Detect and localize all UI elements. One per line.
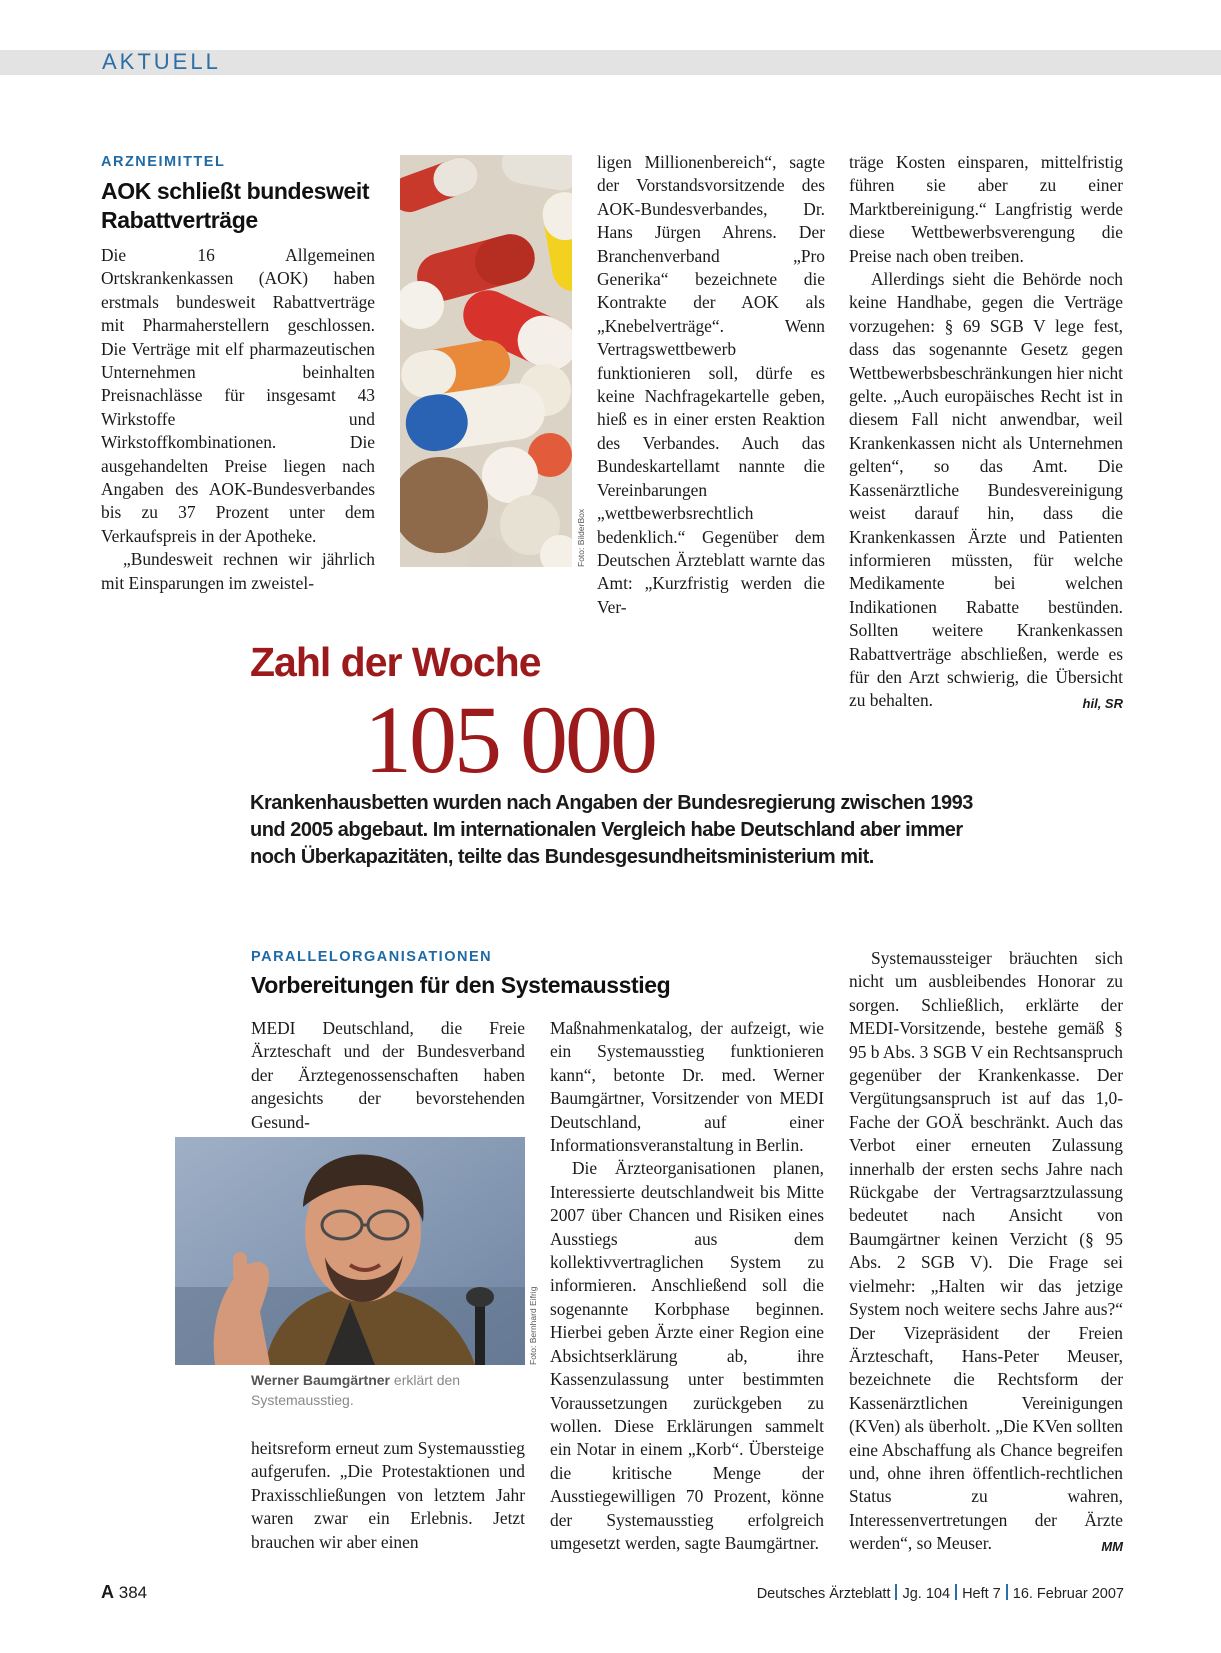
paragraph: „Bundesweit rechnen wir jährlich mit Einsparungen im zweistel-	[101, 549, 375, 593]
page-prefix: A	[101, 1582, 114, 1602]
paragraph-text: Allerdings sieht die Behörde noch keine Handhabe, gegen die Verträge vorzugehen: § 69 SGB V lege fest, dass das sogenannte Gesetz gegen Wettbewerbsbeschränkungen hier nicht gelte. „Auch europäisches Recht ist in diesem Fall nicht anwendbar, weil Krankenkassen nicht als Unternehmen gelten“, so das Amt. Die Kassenärztliche Bundesvereinigung weist darauf hin, dass die Krankenkassen Ärzte und Patienten informieren müssten, für welche Medikamente bei welchen Indikationen Rabatte bestünden. Sollten weitere Krankenkassen Rabattverträge abschließen, werde es für den Arzt schwierig, die Übersicht zu behalten.	[849, 269, 1123, 711]
number-of-week-title: Zahl der Woche	[250, 639, 541, 685]
separator	[955, 1584, 957, 1600]
article1-headline: AOK schließt bundesweit Rabattverträge	[101, 178, 370, 233]
caption-name: Werner Baumgärtner	[251, 1372, 391, 1388]
article2-column-2	[550, 1017, 824, 1555]
journal-issue: Heft 7	[962, 1586, 1001, 1602]
journal-name: Deutsches Ärzteblatt	[756, 1586, 891, 1602]
paragraph	[849, 947, 1123, 1556]
portrait-photo	[175, 1137, 525, 1365]
article2-column-1-top	[251, 1017, 525, 1134]
journal-info	[757, 1584, 1124, 1602]
number-of-week-text: Krankenhausbetten wurden nach Angaben der Bundesregierung zwischen 1993 und 2005 abgebaut. Im internationalen Vergleich habe Deutschland aber immer noch Überkapazitäten, teilte das Bundesgesundheitsministerium mit.	[250, 792, 973, 868]
paragraph: MEDI Deutschland, die Freie Ärzteschaft und der Bundesverband der Ärztegenossenschaften haben angesichts der bevorstehenden Gesund-	[251, 1018, 525, 1132]
separator	[1006, 1584, 1008, 1600]
caption-text: erklärt den Systemausstieg.	[251, 1372, 461, 1408]
article1-kicker: ARZNEIMITTEL	[101, 154, 226, 170]
article2-column-1-bottom	[251, 1437, 525, 1554]
page-number-value: 384	[118, 1583, 148, 1602]
paragraph: ligen Millionenbereich“, sagte der Vorstandsvorsitzende des AOK-Bundesverbandes, Dr. Hans Jürgen Ahrens. Der Branchenverband „Pro Generika“ bezeichnete die Kontrakte der AOK als „Knebelverträge“. Wenn Vertragswettbewerb funktionieren soll, dürfe es keine Nachfragekartelle geben, hieß es in einer ersten Reaktion des Verbandes. Auch das Bundeskartellamt nannte die Vereinbarungen „wettbewerbsrechtlich bedenklich.“ Gegenüber dem Deutschen Ärzteblatt warnte das Amt: „Kurzfristig werden die Ver-	[597, 152, 825, 617]
article1-column-3	[849, 151, 1123, 716]
paragraph: Die 16 Allgemeinen Ortskrankenkassen (AOK) haben erstmals bundesweit Rabattverträge mit Pharmaherstellern geschlossen. Die Verträge mit elf pharmazeutischen Unternehmen beinhalten Preisnachlässe für insgesamt 43 Wirkstoffe und Wirkstoffkombinationen. Die ausgehandelten Preise liegen nach Angaben des AOK-Bundesverbandes bis zu 37 Prozent unter dem Verkaufspreis in der Apotheke.	[101, 245, 375, 546]
paragraph-text: Systemaussteiger bräuchten sich nicht um ausbleibendes Honorar zu sorgen. Schließlich, erklärte der MEDI-Vorsitzende, bestehe gemäß § 95 b Abs. 3 SGB V ein Rechtsanspruch gegenüber der Krankenkasse. Der Vergütungsanspruch ist auf das 1,0-Fache der GOÄ beschränkt. Auch das Verbot einer erneuten Zulassung innerhalb der ersten sechs Jahre nach Rückgabe der Vertragsarztzulassung bedeutet nach Ansicht von Baumgärtner keinen Verzicht (§ 95 Abs. 2 SGB V). Die Frage sei vielmehr: „Halten wir das jetzige System noch weitere sechs Jahre aus?“ Der Vizepräsident der Freien Ärzteschaft, Hans-Peter Meuser, bezeichnete die Rechtsform der Kassenärztlichen Vereinigungen (KVen) als überholt. „Die KVen sollten eine Abschaffung als Chance begreifen und, ohne ihren öffentlich-rechtlichen Status zu wahren, Interessenvertretungen der Ärzte werden“, so Meuser.	[849, 948, 1123, 1554]
paragraph: träge Kosten einsparen, mittelfristig führen sie aber zu einer Marktbereinigung.“ Langfristig werde diese Wettbewerbsverengung die Preise nach oben treiben.	[849, 152, 1123, 266]
separator	[895, 1584, 897, 1600]
article1-column-1	[101, 244, 375, 595]
photo-credit: Foto: Bernhard Eifrig	[528, 1286, 538, 1365]
journal-volume: Jg. 104	[902, 1586, 951, 1602]
section-label: AKTUELL	[102, 49, 221, 74]
author-signature: MM	[1101, 1539, 1123, 1555]
article2-kicker: PARALLELORGANISATIONEN	[251, 949, 493, 965]
paragraph: heitsreform erneut zum Systemausstieg aufgerufen. „Die Protestaktionen und Praxisschließungen von letztem Jahr waren zwar ein Erlebnis. Jetzt brauchen wir aber einen	[251, 1438, 525, 1552]
journal-date: 16. Februar 2007	[1012, 1586, 1124, 1602]
article2-column-3	[849, 947, 1123, 1559]
pills-photo	[400, 155, 572, 567]
article2-headline: Vorbereitungen für den Systemausstieg	[251, 972, 671, 998]
portrait-illustration	[175, 1137, 525, 1365]
paragraph: Die Ärzteorganisationen planen, Interessierte deutschlandweit bis Mitte 2007 über Chancen und Risiken eines Ausstiegs aus dem kollektivvertraglichen System zu informieren. Anschließend soll die sogenannte Korbphase beginnen. Hierbei geben Ärzte einer Region eine Absichtserklärung ab, ihre Kassenzulassung unter bestimmten Voraussetzungen zurückgeben zu wollen. Diese Erklärungen sammelt ein Notar in einem „Korb“. Übersteige die kritische Menge der Ausstiegewilligen 70 Prozent, könne der Systemausstieg erfolgreich umgesetzt werden, sagte Baumgärtner.	[550, 1158, 824, 1553]
article1-column-2	[597, 151, 825, 619]
photo-credit: Foto: BilderBox	[576, 508, 586, 567]
page-number	[101, 1582, 147, 1603]
number-of-week-value: 105 000	[364, 686, 655, 793]
paragraph	[849, 268, 1123, 713]
photo-caption	[251, 1370, 526, 1410]
author-signature: hil, SR	[1082, 696, 1123, 712]
pills-illustration	[400, 155, 572, 567]
paragraph: Maßnahmenkatalog, der aufzeigt, wie ein Systemausstieg funktionieren kann“, betonte Dr. med. Werner Baumgärtner, Vorsitzender von MEDI Deutschland, auf einer Informationsveranstaltung in Berlin.	[550, 1018, 824, 1156]
